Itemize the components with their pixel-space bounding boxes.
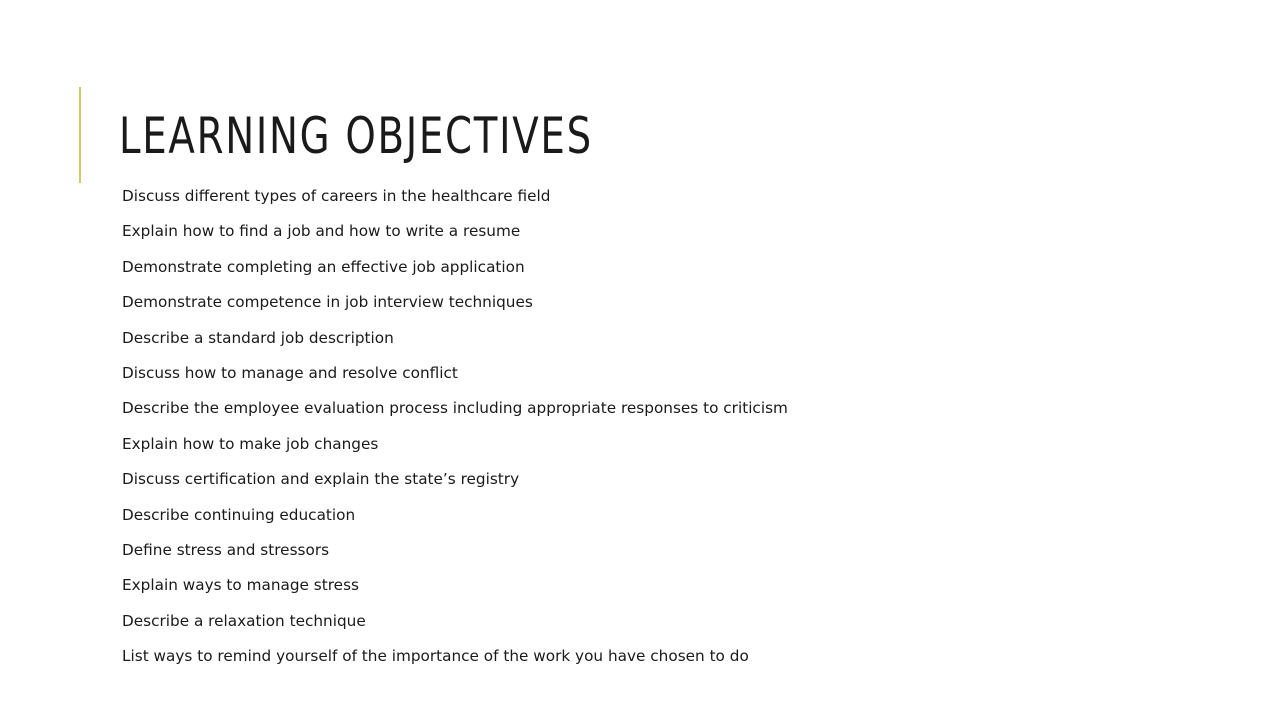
- objective-item: Define stress and stressors: [122, 540, 330, 559]
- objective-item: Explain how to find a job and how to write a resume: [122, 222, 521, 241]
- objective-item: Describe a relaxation technique: [122, 611, 366, 630]
- title-accent-bar: [79, 87, 81, 183]
- objectives-list: [122, 184, 798, 679]
- objective-item: Demonstrate competence in job interview techniques: [122, 293, 533, 312]
- objective-item: Explain ways to manage stress: [122, 576, 360, 595]
- objective-item: Demonstrate completing an effective job application: [122, 257, 525, 276]
- objective-item: Describe continuing education: [122, 505, 356, 524]
- objective-item: Describe the employee evaluation process including appropriate responses to criticism: [122, 399, 788, 418]
- objective-item: Describe a standard job description: [122, 328, 394, 347]
- slide-title: LEARNING OBJECTIVES: [119, 107, 593, 165]
- objective-item: Discuss how to manage and resolve conflict: [122, 363, 458, 382]
- objective-item: Discuss different types of careers in the healthcare field: [122, 187, 551, 205]
- objective-item: Explain how to make job changes: [122, 434, 379, 453]
- objective-item: Discuss certification and explain the state’s registry: [122, 470, 520, 489]
- objective-item: List ways to remind yourself of the importance of the work you have chosen to do: [122, 647, 749, 666]
